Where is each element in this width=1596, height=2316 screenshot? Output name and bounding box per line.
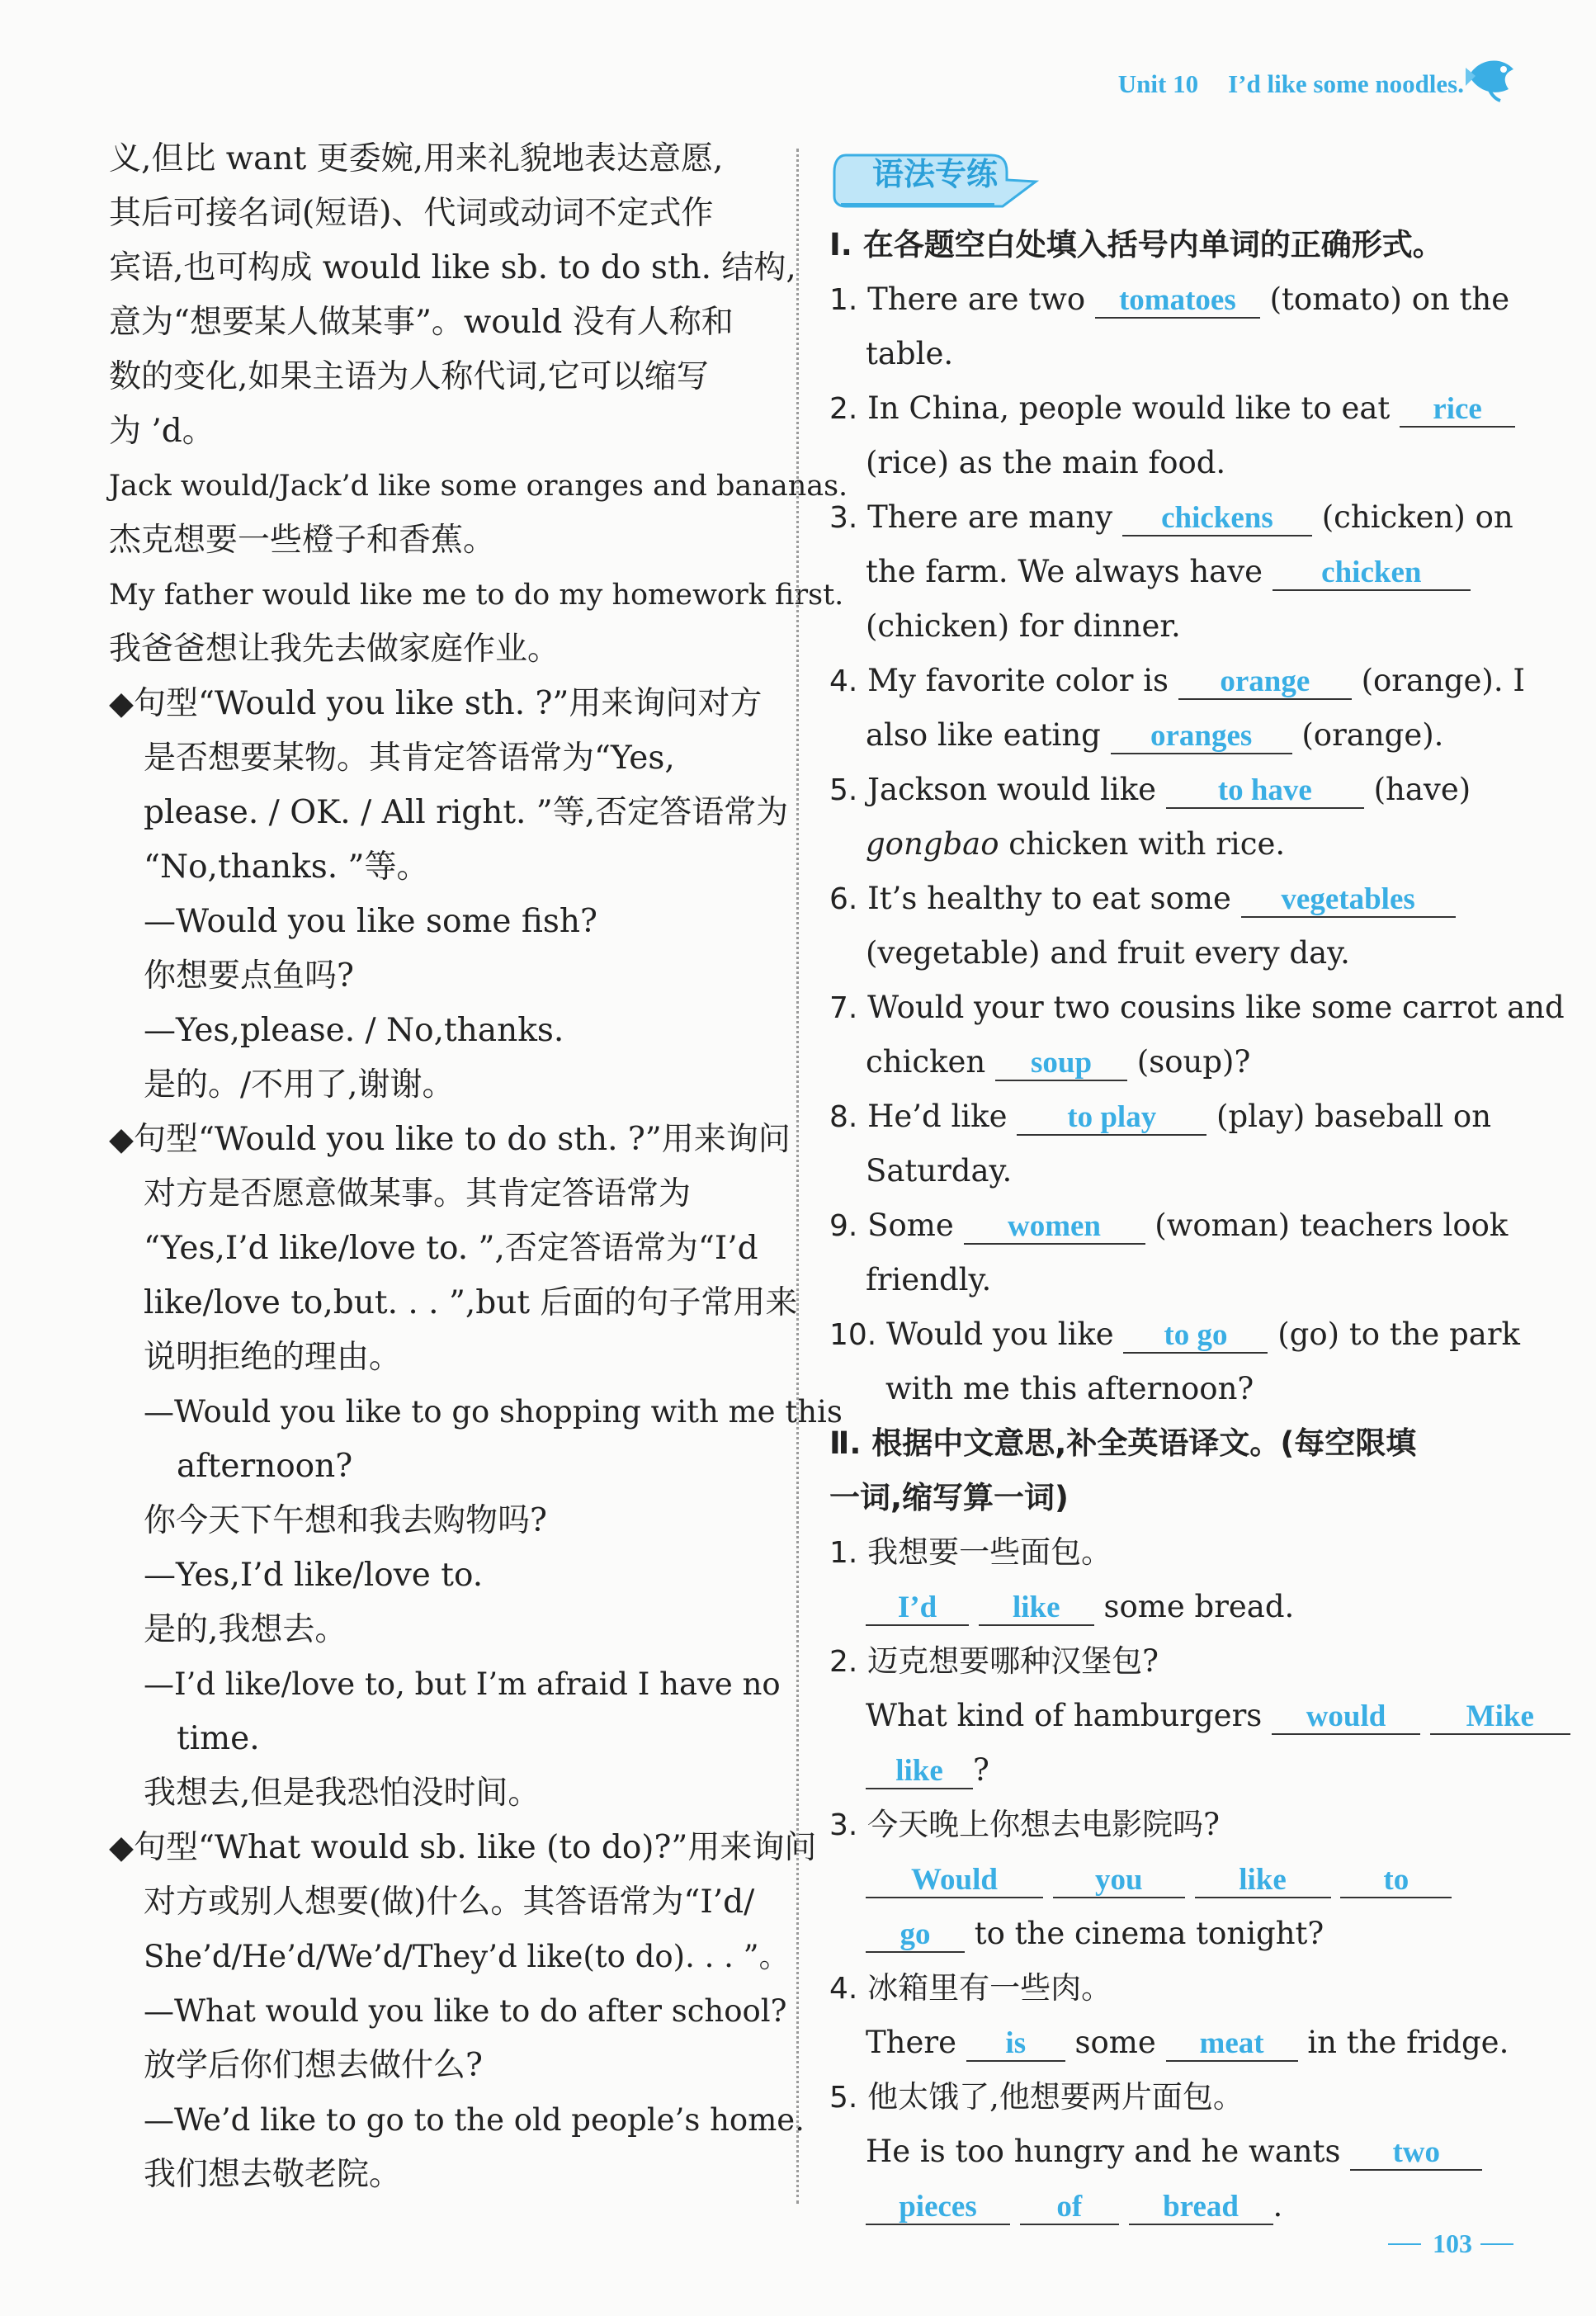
exercise-item-10: 10. Would you like to go (go) to the park — [829, 1316, 1520, 1352]
exercise-item-3-cont: the farm. We always have chicken — [866, 551, 1471, 593]
dialogue-zh: 是的。/不用了,谢谢。 — [144, 1066, 455, 1104]
dialogue-line: —Would you like to go shopping with me this — [144, 1394, 843, 1430]
answer-blank: two — [1350, 2136, 1482, 2171]
note-line: 意为“想要某人做某事”。would 没有人称和 — [109, 304, 734, 341]
note-line: 宾语,也可构成 would like sb. to do sth. 结构, — [109, 249, 796, 286]
unit-title: I’d like some noodles. — [1228, 69, 1464, 98]
translation-item-1-answer: I’d like some bread. — [866, 1586, 1294, 1628]
dialogue-zh: 我想去,但是我恐怕没时间。 — [144, 1775, 541, 1812]
translation-item-4: 4. 冰箱里有一些肉。 — [829, 1970, 1112, 2006]
answer-blank: you — [1053, 1864, 1185, 1898]
answer-blank: chickens — [1122, 502, 1312, 536]
answer-blank: orange — [1178, 665, 1352, 700]
answer-blank: like — [1195, 1864, 1331, 1898]
answer-blank: vegetables — [1241, 883, 1456, 918]
dialogue-line: —Yes,I’d like/love to. — [144, 1557, 484, 1594]
exercise-item-4-cont: also like eating oranges (orange). — [866, 717, 1444, 753]
note-line: ◆句型“Would you like to do sth. ?”用来询问 — [109, 1121, 791, 1158]
exercise-item-7-cont: chicken soup (soup)? — [866, 1044, 1251, 1080]
translation-item-2-answer-cont: like ? — [866, 1750, 989, 1791]
note-line: ◆句型“What would sb. like (to do)?”用来询问 — [109, 1829, 817, 1866]
exercise-item-5: 5. Jackson would like to have (have) — [829, 772, 1471, 807]
translation-item-4-answer: There is some meat in the fridge. — [866, 2025, 1509, 2060]
answer-blank: Would — [866, 1864, 1043, 1898]
exercise-item-8-cont: Saturday. — [866, 1153, 1013, 1189]
section-2-heading: Ⅱ. 根据中文意思,补全英语译文。(每空限填 — [829, 1425, 1417, 1461]
translation-item-2: 2. 迈克想要哪种汉堡包? — [829, 1643, 1159, 1679]
answer-blank: to — [1340, 1864, 1452, 1898]
dialogue-zh: 我们想去敬老院。 — [144, 2156, 402, 2193]
translation-item-5: 5. 他太饿了,他想要两片面包。 — [829, 2079, 1244, 2115]
translation-item-3: 3. 今天晚上你想去电影院吗? — [829, 1807, 1220, 1842]
answer-blank: meat — [1166, 2027, 1298, 2062]
dialogue-zh: 你想要点鱼吗? — [144, 957, 354, 995]
note-line: “No,thanks. ”等。 — [144, 848, 429, 886]
dialogue-line: time. — [177, 1720, 260, 1757]
dialogue-zh: 是的,我想去。 — [144, 1611, 347, 1648]
dialogue-zh: 你今天下午想和我去购物吗? — [144, 1502, 547, 1539]
dialogue-line: —What would you like to do after school? — [144, 1993, 787, 2029]
exercise-item-7: 7. Would your two cousins like some carrot and — [829, 990, 1565, 1025]
note-line: She’d/He’d/We’d/They’d like(to do). . . ”。 — [144, 1939, 790, 1974]
example-zh: 杰克想要一些橙子和香蕉。 — [109, 522, 496, 559]
example-en: Jack would/Jack’d like some oranges and bananas. — [109, 470, 848, 503]
exercise-item-9: 9. Some women (woman) teachers look — [829, 1208, 1509, 1243]
translation-item-3-answer — [866, 1859, 1452, 1900]
example-en: My father would like me to do my homework first. — [109, 579, 844, 612]
answer-blank: of — [1020, 2191, 1119, 2225]
section-1-heading: Ⅰ. 在各题空白处填入括号内单词的正确形式。 — [829, 227, 1443, 262]
answer-blank: women — [964, 1210, 1145, 1245]
note-line: ◆句型“Would you like sth. ?”用来询问对方 — [109, 685, 763, 722]
answer-blank: tomatoes — [1095, 284, 1260, 319]
exercise-item-1-cont: table. — [866, 336, 954, 371]
exercise-item-9-cont: friendly. — [866, 1262, 992, 1297]
answer-blank: soup — [995, 1047, 1127, 1081]
note-line: “Yes,I’d like/love to. ”,否定答语常为“I’d — [144, 1230, 758, 1267]
dialogue-line: —Yes,please. / No,thanks. — [144, 1012, 564, 1049]
answer-blank: would — [1272, 1700, 1420, 1735]
section-2-heading-cont: 一词,缩写算一词) — [829, 1480, 1069, 1515]
exercise-item-4: 4. My favorite color is orange (orange). I — [829, 663, 1526, 698]
note-line: 义,但比 want 更委婉,用来礼貌地表达意愿, — [109, 140, 724, 177]
translation-item-5-answer-cont: pieces of bread . — [866, 2186, 1282, 2227]
exercise-item-6: 6. It’s healthy to eat some vegetables — [829, 878, 1456, 920]
exercise-item-3-cont: (chicken) for dinner. — [866, 608, 1181, 644]
example-zh: 我爸爸想让我先去做家庭作业。 — [109, 631, 560, 668]
translation-item-3-answer-cont: go to the cinema tonight? — [866, 1913, 1324, 1954]
dialogue-zh: 放学后你们想去做什么? — [144, 2047, 483, 2084]
answer-blank: oranges — [1111, 720, 1292, 754]
answer-blank: I’d — [866, 1591, 969, 1626]
exercise-item-5-cont: gongbao chicken with rice. — [866, 826, 1286, 862]
note-line: 是否想要某物。其肯定答语常为“Yes, — [144, 740, 675, 777]
note-line: 其后可接名词(短语)、代词或动词不定式作 — [109, 195, 714, 232]
answer-blank: rice — [1400, 393, 1515, 428]
exercise-item-3: 3. There are many chickens (chicken) on — [829, 499, 1513, 535]
exercise-item-6-cont: (vegetable) and fruit every day. — [866, 935, 1350, 971]
dialogue-line: afternoon? — [177, 1448, 353, 1485]
answer-blank: pieces — [866, 2191, 1010, 2225]
translation-item-2-answer: What kind of hamburgers would Mike — [866, 1695, 1570, 1737]
note-line: 对方是否愿意做某事。其肯定答语常为 — [144, 1175, 692, 1212]
answer-blank: bread — [1129, 2191, 1273, 2225]
answer-blank: like — [866, 1755, 973, 1789]
dialogue-line: —I’d like/love to, but I’m afraid I have no — [144, 1666, 781, 1702]
exercise-item-1: 1. There are two tomatoes (tomato) on the — [829, 281, 1510, 317]
answer-blank: to go — [1123, 1319, 1268, 1354]
note-line: 数的变化,如果主语为人称代词,它可以缩写 — [109, 358, 709, 395]
page-number-line-left — [1388, 2243, 1421, 2245]
column-divider — [796, 149, 799, 2204]
answer-blank: like — [979, 1591, 1094, 1626]
answer-blank: go — [866, 1918, 965, 1953]
note-line: please. / OK. / All right. ”等,否定答语常为 — [144, 794, 789, 831]
exercise-item-8: 8. He’d like to play (play) baseball on — [829, 1099, 1492, 1134]
section-badge-label: 语法专练 — [872, 156, 999, 192]
answer-blank: is — [966, 2027, 1065, 2062]
answer-blank: chicken — [1273, 556, 1471, 591]
answer-blank: Mike — [1430, 1700, 1570, 1735]
unit-label: Unit 10 — [1117, 69, 1199, 98]
translation-item-5-answer: He is too hungry and he wants two — [866, 2131, 1482, 2172]
dialogue-line: —We’d like to go to the old people’s home. — [144, 2102, 805, 2138]
exercise-item-10-cont: with me this afternoon? — [885, 1371, 1254, 1406]
page-header — [1118, 59, 1464, 109]
translation-item-1: 1. 我想要一些面包。 — [829, 1534, 1112, 1570]
note-line: 说明拒绝的理由。 — [144, 1339, 402, 1376]
page-number-line-right — [1480, 2243, 1513, 2245]
fish-logo-icon — [1462, 51, 1520, 104]
exercise-item-2: 2. In China, people would like to eat rice — [829, 388, 1515, 430]
page-number: 103 — [1433, 2229, 1472, 2258]
note-line: 为 ’d。 — [109, 413, 215, 450]
note-line: like/love to,but. . . ”,but 后面的句子常用来 — [144, 1284, 798, 1321]
note-line: 对方或别人想要(做)什么。其答语常为“I’d/ — [144, 1884, 755, 1921]
answer-blank: to play — [1017, 1101, 1206, 1136]
exercise-item-2-cont: (rice) as the main food. — [866, 445, 1226, 480]
answer-blank: to have — [1166, 774, 1364, 809]
dialogue-line: —Would you like some fish? — [144, 903, 597, 940]
